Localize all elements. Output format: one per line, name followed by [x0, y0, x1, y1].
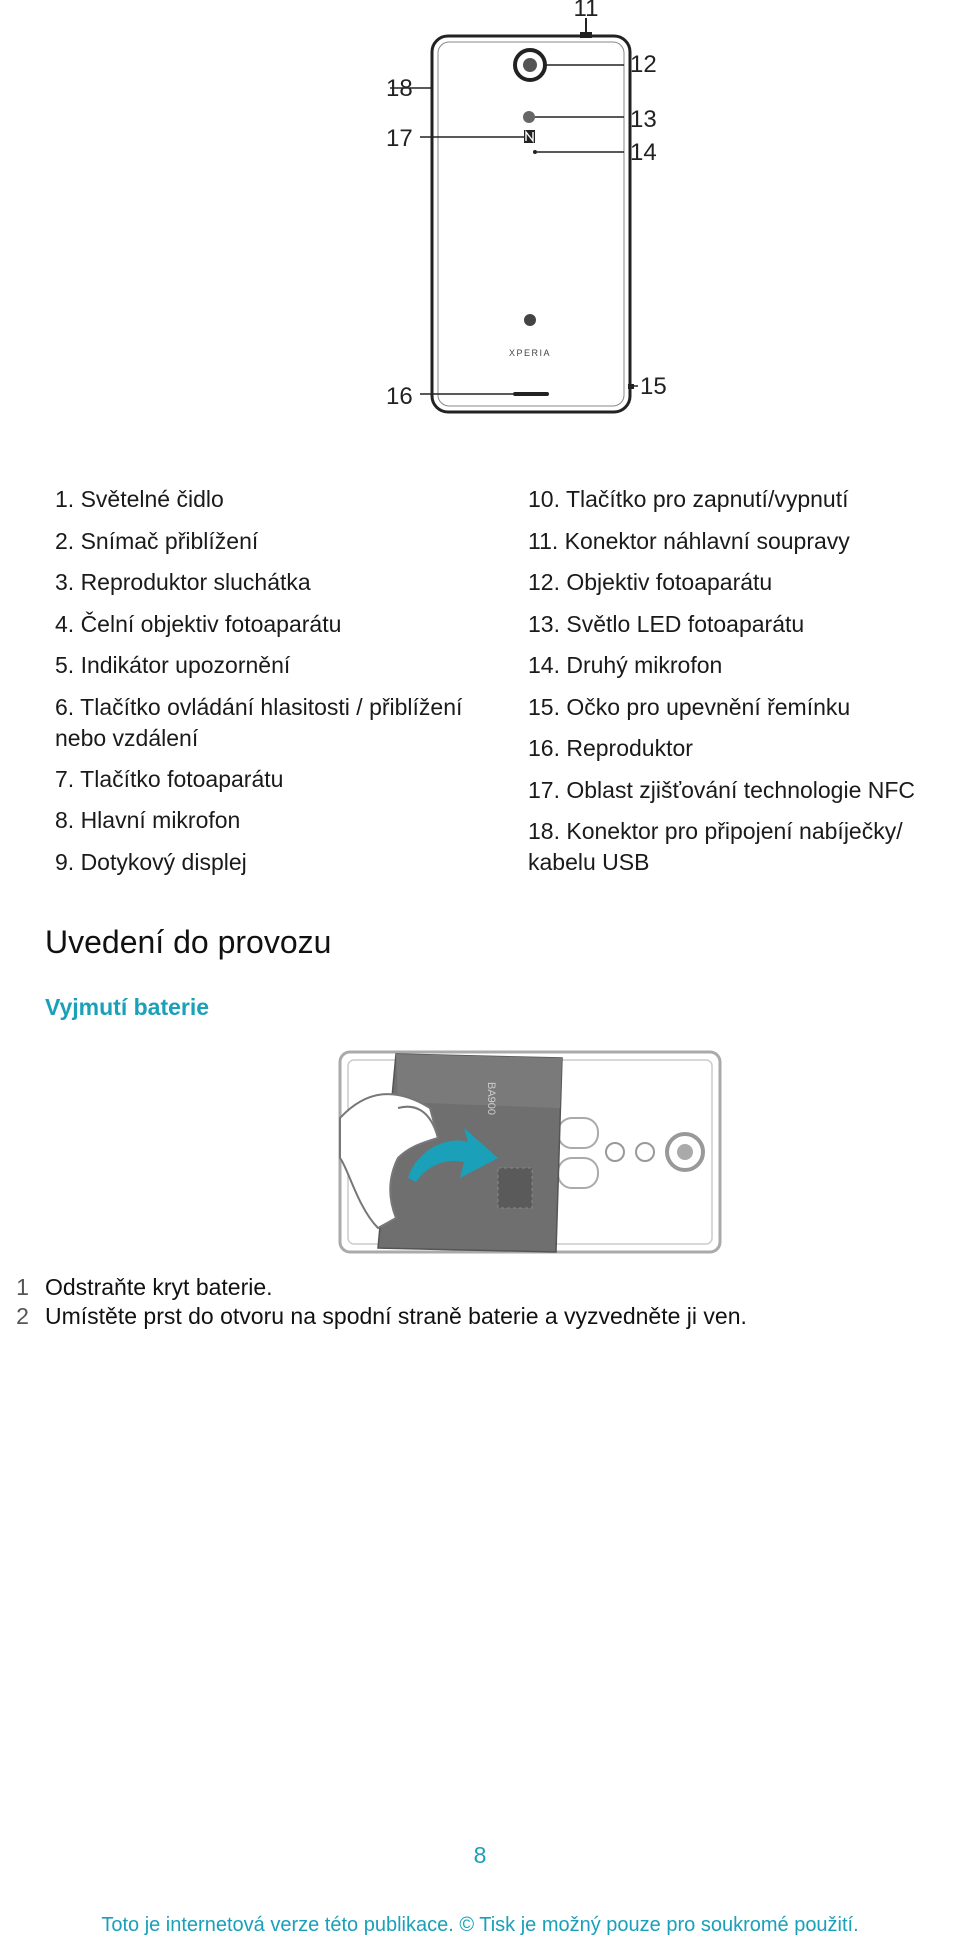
- step-number: 1: [16, 1274, 29, 1300]
- speaker-slot: [513, 392, 549, 396]
- battery-removal-illustration: [338, 1048, 724, 1256]
- list-item: 7. Tlačítko fotoaparátu: [55, 765, 284, 792]
- list-item: 4. Čelní objektiv fotoaparátu: [55, 610, 342, 637]
- list-item: 9. Dotykový displej: [55, 848, 247, 875]
- list-item: 14. Druhý mikrofon: [528, 652, 723, 678]
- second-mic-icon: [533, 150, 537, 154]
- list-item: 16. Reproduktor: [528, 735, 693, 761]
- list-item: 18. Konektor pro připojení nabíječky/ kabelu USB: [528, 818, 903, 875]
- label-15: 15: [640, 373, 667, 400]
- list-item: 8. Hlavní mikrofon: [55, 807, 241, 833]
- step-text: Umístěte prst do otvoru na spodní straně baterie a vyzvedněte ji ven.: [45, 1303, 747, 1329]
- label-17: 17: [386, 125, 413, 152]
- step-item: [0, 1273, 960, 1302]
- list-item: 12. Objektiv fotoaparátu: [528, 569, 773, 595]
- footer-text: Toto je internetová verze této publikace. © Tisk je možný pouze pro soukromé použití.: [101, 1914, 859, 1936]
- svg-text:XPERIA: XPERIA: [508, 348, 552, 358]
- list-item: 17. Oblast zjišťování technologie NFC: [528, 776, 916, 803]
- led-icon: [523, 111, 535, 123]
- parts-list-left: [55, 479, 525, 883]
- list-item: 13. Světlo LED fotoaparátu: [528, 610, 805, 637]
- list-item: 1. Světelné čidlo: [55, 486, 224, 512]
- list-item: 6. Tlačítko ovládání hlasitosti / přiblížení nebo vzdálení: [55, 693, 463, 751]
- page-number: 8: [473, 1842, 487, 1868]
- step-text: Odstraňte kryt baterie.: [45, 1274, 273, 1300]
- list-item: 3. Reproduktor sluchátka: [55, 569, 311, 595]
- list-item: 10. Tlačítko pro zapnutí/vypnutí: [528, 486, 849, 512]
- section-title: Uvedení do provozu: [45, 924, 332, 960]
- list-item: 11. Konektor náhlavní soupravy: [528, 527, 850, 554]
- svg-text:BA900: BA900: [485, 1082, 497, 1116]
- parts-list-right: [528, 479, 958, 883]
- section-subtitle: Vyjmutí baterie: [45, 994, 210, 1020]
- xperia-logo-icon: [524, 314, 536, 326]
- step-item: [0, 1302, 960, 1331]
- label-11: 11: [573, 0, 599, 22]
- list-item: 5. Indikátor upozornění: [55, 652, 291, 678]
- list-item: 2. Snímač přiblížení: [55, 527, 259, 554]
- step-number: 2: [16, 1303, 29, 1329]
- label-13: 13: [630, 106, 657, 133]
- label-16: 16: [386, 383, 413, 410]
- label-18: 18: [386, 75, 413, 102]
- steps-list: [0, 1273, 960, 1331]
- phone-back-diagram: [370, 0, 690, 420]
- list-item: 15. Očko pro upevnění řemínku: [528, 693, 851, 720]
- label-12: 12: [630, 51, 657, 78]
- label-14: 14: [630, 139, 657, 166]
